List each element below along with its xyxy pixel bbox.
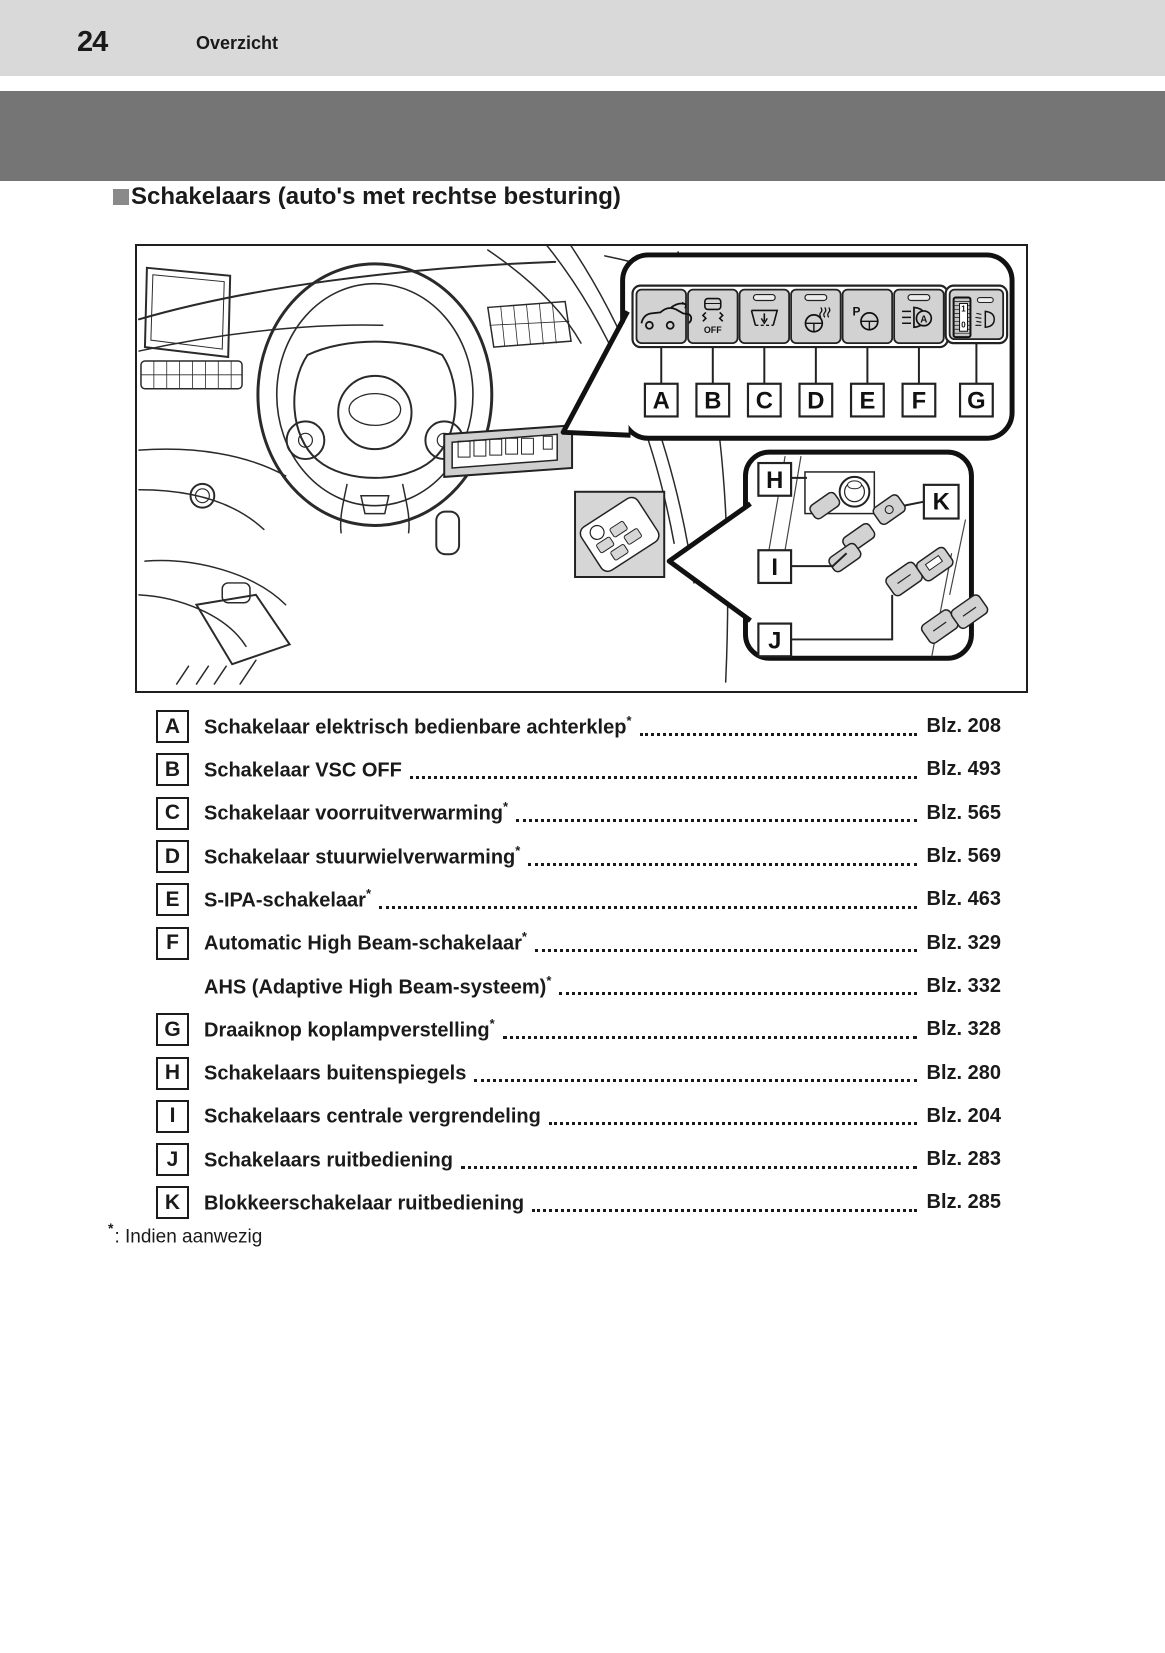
leader-dots [559,977,916,995]
svg-text:0: 0 [961,320,966,330]
legend-label: Schakelaars buitenspiegels [204,1062,467,1085]
section-title: Overzicht [196,33,279,53]
indicator-lamp-icon [977,298,993,303]
steering-column-switch-strip [444,425,572,477]
leader-dots [474,1064,916,1082]
dashboard-figure [135,244,1028,693]
svg-text:K: K [932,488,950,516]
leader-dots [379,891,917,909]
leader-dots [528,848,916,866]
door-panel-inset [575,492,664,577]
svg-text:A: A [652,387,670,415]
svg-text:A: A [920,314,928,326]
legend-row [156,1008,1001,1051]
page-ref: Blz. 332 [926,974,1001,997]
letter-tag: C [156,797,189,830]
steering-wheel [258,264,492,554]
svg-text:1: 1 [961,304,966,314]
svg-text:D: D [807,387,825,415]
legend-row [156,705,1001,748]
page-ref: Blz. 328 [926,1018,1001,1041]
page-ref: Blz. 493 [926,758,1001,781]
page-heading [113,183,621,211]
letter-tag: F [156,927,189,960]
legend-row [156,1138,1001,1181]
footnote-marker: * [515,842,521,858]
footnote-marker: * [521,929,527,945]
legend-label: Schakelaar elektrisch bedienbare achterklep [204,716,627,739]
door-switches-callout [669,452,989,658]
leader-dots [535,934,917,952]
letter-tag: B [156,753,189,786]
legend-label: Automatic High Beam-schakelaar [204,932,522,955]
svg-text:J: J [768,627,782,655]
footnote-marker: * [108,1220,114,1236]
leader-dots [516,804,916,822]
page-ref: Blz. 204 [926,1104,1001,1127]
svg-text:H: H [766,466,784,494]
dashboard-illustration [137,246,1022,687]
legend-row [156,792,1001,835]
page-ref: Blz. 569 [926,845,1001,868]
letter-tag: J [156,1143,189,1176]
letter-tag: H [156,1057,189,1090]
footnote-marker: * [503,799,509,815]
legend-label: Schakelaars centrale vergrendeling [204,1106,541,1129]
heading-text: Schakelaars (auto's met rechtse besturing) [131,183,621,210]
header-bar [0,0,1165,76]
footnote-marker: * [489,1015,495,1031]
letter-tag: I [156,1100,189,1133]
letter-tag: E [156,883,189,916]
page-ref: Blz. 208 [926,715,1001,738]
legend-label: AHS (Adaptive High Beam-systeem) [204,976,547,999]
legend-label: Schakelaar voorruitverwarming [204,803,504,826]
page-ref: Blz. 329 [926,931,1001,954]
svg-text:OFF: OFF [703,325,722,336]
mirror-adjust-knob-icon [840,477,870,507]
legend-row [156,748,1001,791]
svg-text:I: I [771,554,779,582]
footnote-text: : Indien aanwezig [114,1226,263,1248]
legend-label: Draaiknop koplampverstelling [204,1019,490,1042]
page-ref: Blz. 280 [926,1061,1001,1084]
leader-dots [410,761,917,779]
letter-tag: D [156,840,189,873]
svg-text:G: G [967,387,986,415]
letter-tag: A [156,710,189,743]
legend-label: Schakelaar stuurwielverwarming [204,846,516,869]
leader-dots [640,718,917,736]
switch-panel-callout [563,255,1012,438]
legend-row-continuation [156,965,1001,1008]
indicator-lamp-icon [805,295,827,301]
legend-row [156,921,1001,964]
svg-text:P: P [852,304,861,319]
letter-tag: G [156,1013,189,1046]
footnote-marker: * [626,712,632,728]
footnote-marker: * [546,972,552,988]
svg-text:F: F [911,387,927,415]
legend-label: Blokkeerschakelaar ruitbediening [204,1192,525,1215]
legend-row [156,1181,1001,1224]
svg-text:C: C [755,387,773,415]
leader-dots [461,1151,917,1169]
chapter-banner [0,91,1165,181]
svg-text:B: B [704,387,722,415]
page-ref: Blz. 463 [926,888,1001,911]
legend-label: S-IPA-schakelaar [204,889,366,912]
letter-tag: K [156,1186,189,1219]
page-ref: Blz. 565 [926,801,1001,824]
legend-row [156,1095,1001,1138]
legend-label: Schakelaars ruitbediening [204,1149,453,1172]
legend-row [156,878,1001,921]
section-bullet-icon [113,189,129,205]
footnote [108,1222,262,1248]
indicator-lamp-icon [908,295,930,301]
footnote-marker: * [365,886,371,901]
leader-dots [503,1021,917,1039]
legend-label: Schakelaar VSC OFF [204,759,402,782]
legend-list [156,705,1001,1225]
page-ref: Blz. 283 [926,1148,1001,1171]
page-number: 24 [77,26,108,58]
indicator-lamp-icon [753,295,775,301]
legend-row [156,1051,1001,1094]
page-ref: Blz. 285 [926,1191,1001,1214]
svg-text:E: E [859,387,876,415]
legend-row [156,835,1001,878]
leader-dots [532,1194,916,1212]
leader-dots [549,1107,917,1125]
